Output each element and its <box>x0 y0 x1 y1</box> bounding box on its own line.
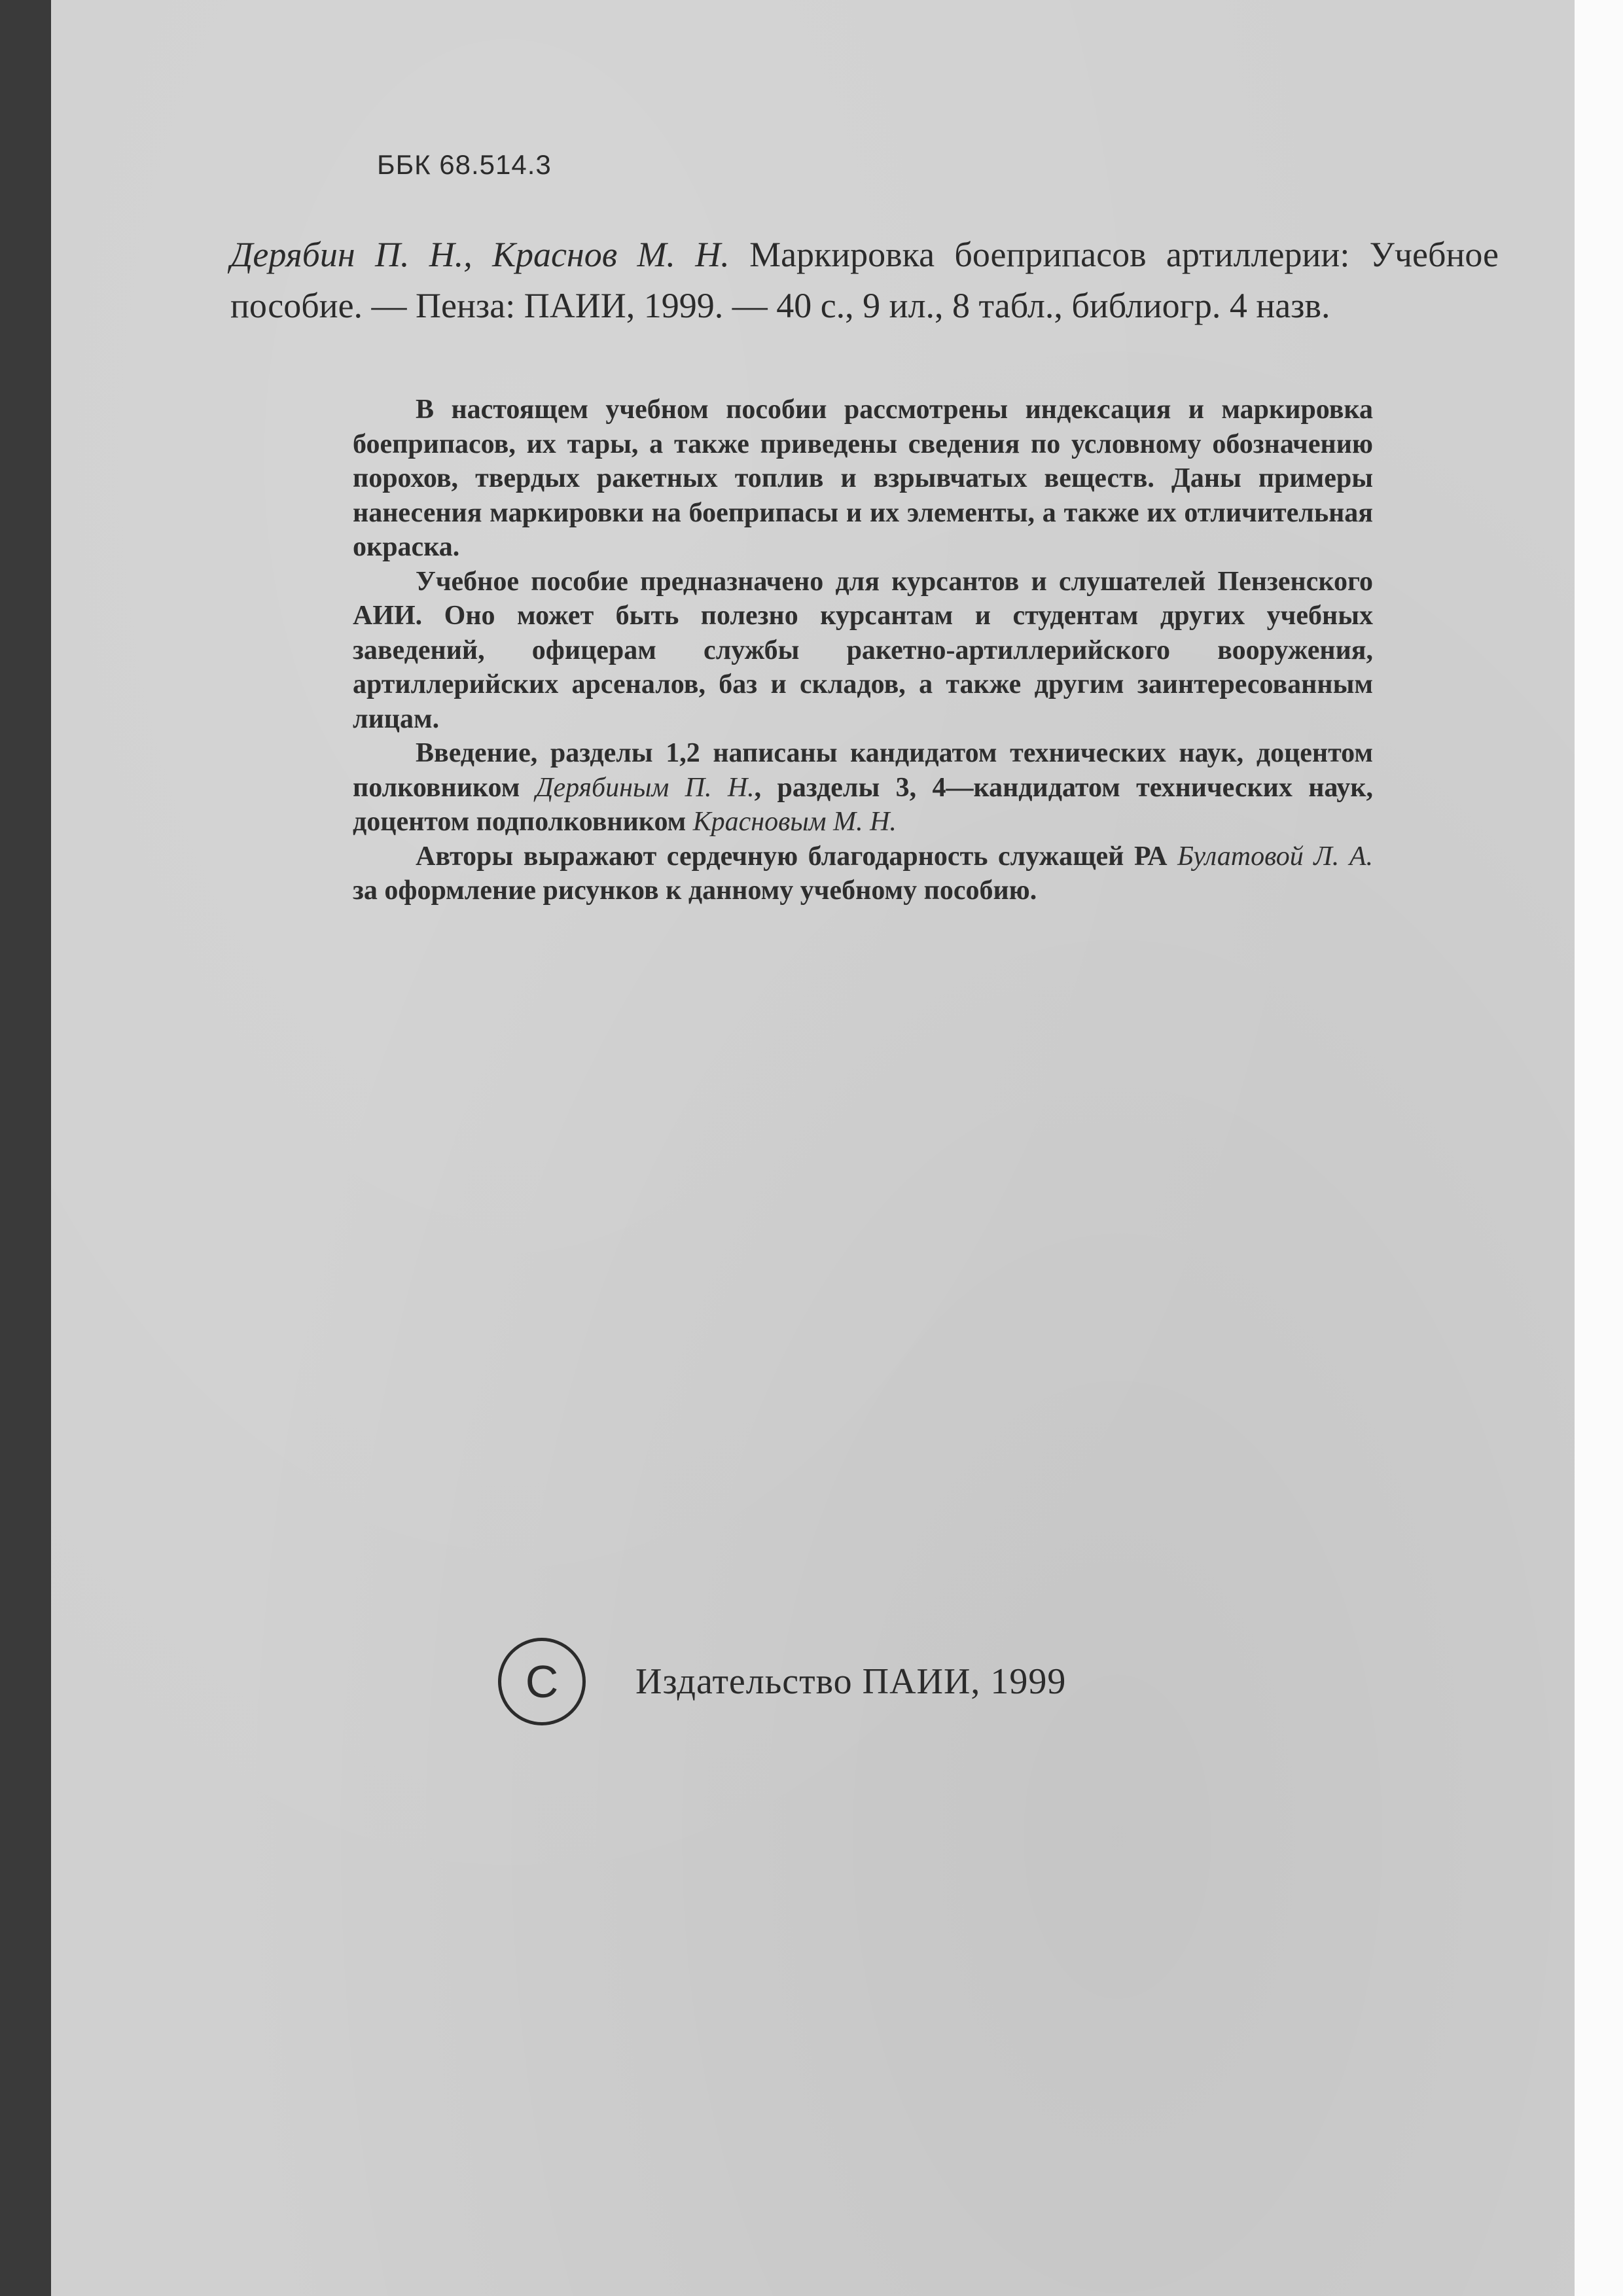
publisher-line: Издательство ПАИИ, 1999 <box>635 1661 1067 1702</box>
acknowledgement-text-b: за оформление рисунков к данному учебному пособию. <box>353 875 1037 906</box>
annotation-paragraph-2: Учебное пособие предназначено для курсантов и слушателей Пензенского АИИ. Оно может быть полезно курсантам и студентам других учебных заведений, офицерам службы ракетно-артиллерийского вооружения, артиллерийских арсеналов, баз и складов, а также другим заинтересованным лицам. <box>353 566 1373 734</box>
copyright-symbol: С <box>525 1656 559 1707</box>
author-name-2: Красновым М. Н. <box>692 807 897 837</box>
page-edge <box>1575 0 1623 2296</box>
citation-details: Маркировка боеприпасов артиллерии: Учебное пособие. — Пенза: ПАИИ, 1999. — 40 с., 9 ил., 8 табл., библиогр. 4 назв. <box>230 235 1499 325</box>
annotation-paragraph-3 <box>353 736 1373 839</box>
bbk-code: ББК 68.514.3 <box>377 149 552 180</box>
copyright-notice <box>498 1636 1066 1727</box>
document-page <box>51 0 1575 2296</box>
illustrator-name: Булатовой Л. А. <box>1177 841 1374 872</box>
authorship-text-a: Введение, разделы 1,2 написаны кандидатом технических наук, доцентом полковником <box>353 738 1373 803</box>
authorship-text-b: , разделы 3, 4—кандидатом технических наук, доцентом подполковником <box>353 772 1373 837</box>
annotation-paragraph-1: В настоящем учебном пособии рассмотрены индексация и маркировка боеприпасов, их тары, а также приведены сведения по условному обозначению порохов, твердых ракетных топлив и взрывчатых веществ. Даны примеры нанесения маркировки на боеприпасы и их элементы, а также их отличительная окраска. <box>353 395 1373 562</box>
annotation-paragraph-4 <box>353 839 1373 908</box>
author-name-1: Дерябиным П. Н. <box>535 772 755 803</box>
copyright-icon <box>498 1638 586 1725</box>
acknowledgement-text-a: Авторы выражают сердечную благодарность служащей РА <box>416 841 1168 872</box>
annotation-text <box>353 393 1373 908</box>
bibliographic-citation <box>230 229 1499 331</box>
citation-authors: Дерябин П. Н., Краснов М. Н. <box>230 235 730 274</box>
